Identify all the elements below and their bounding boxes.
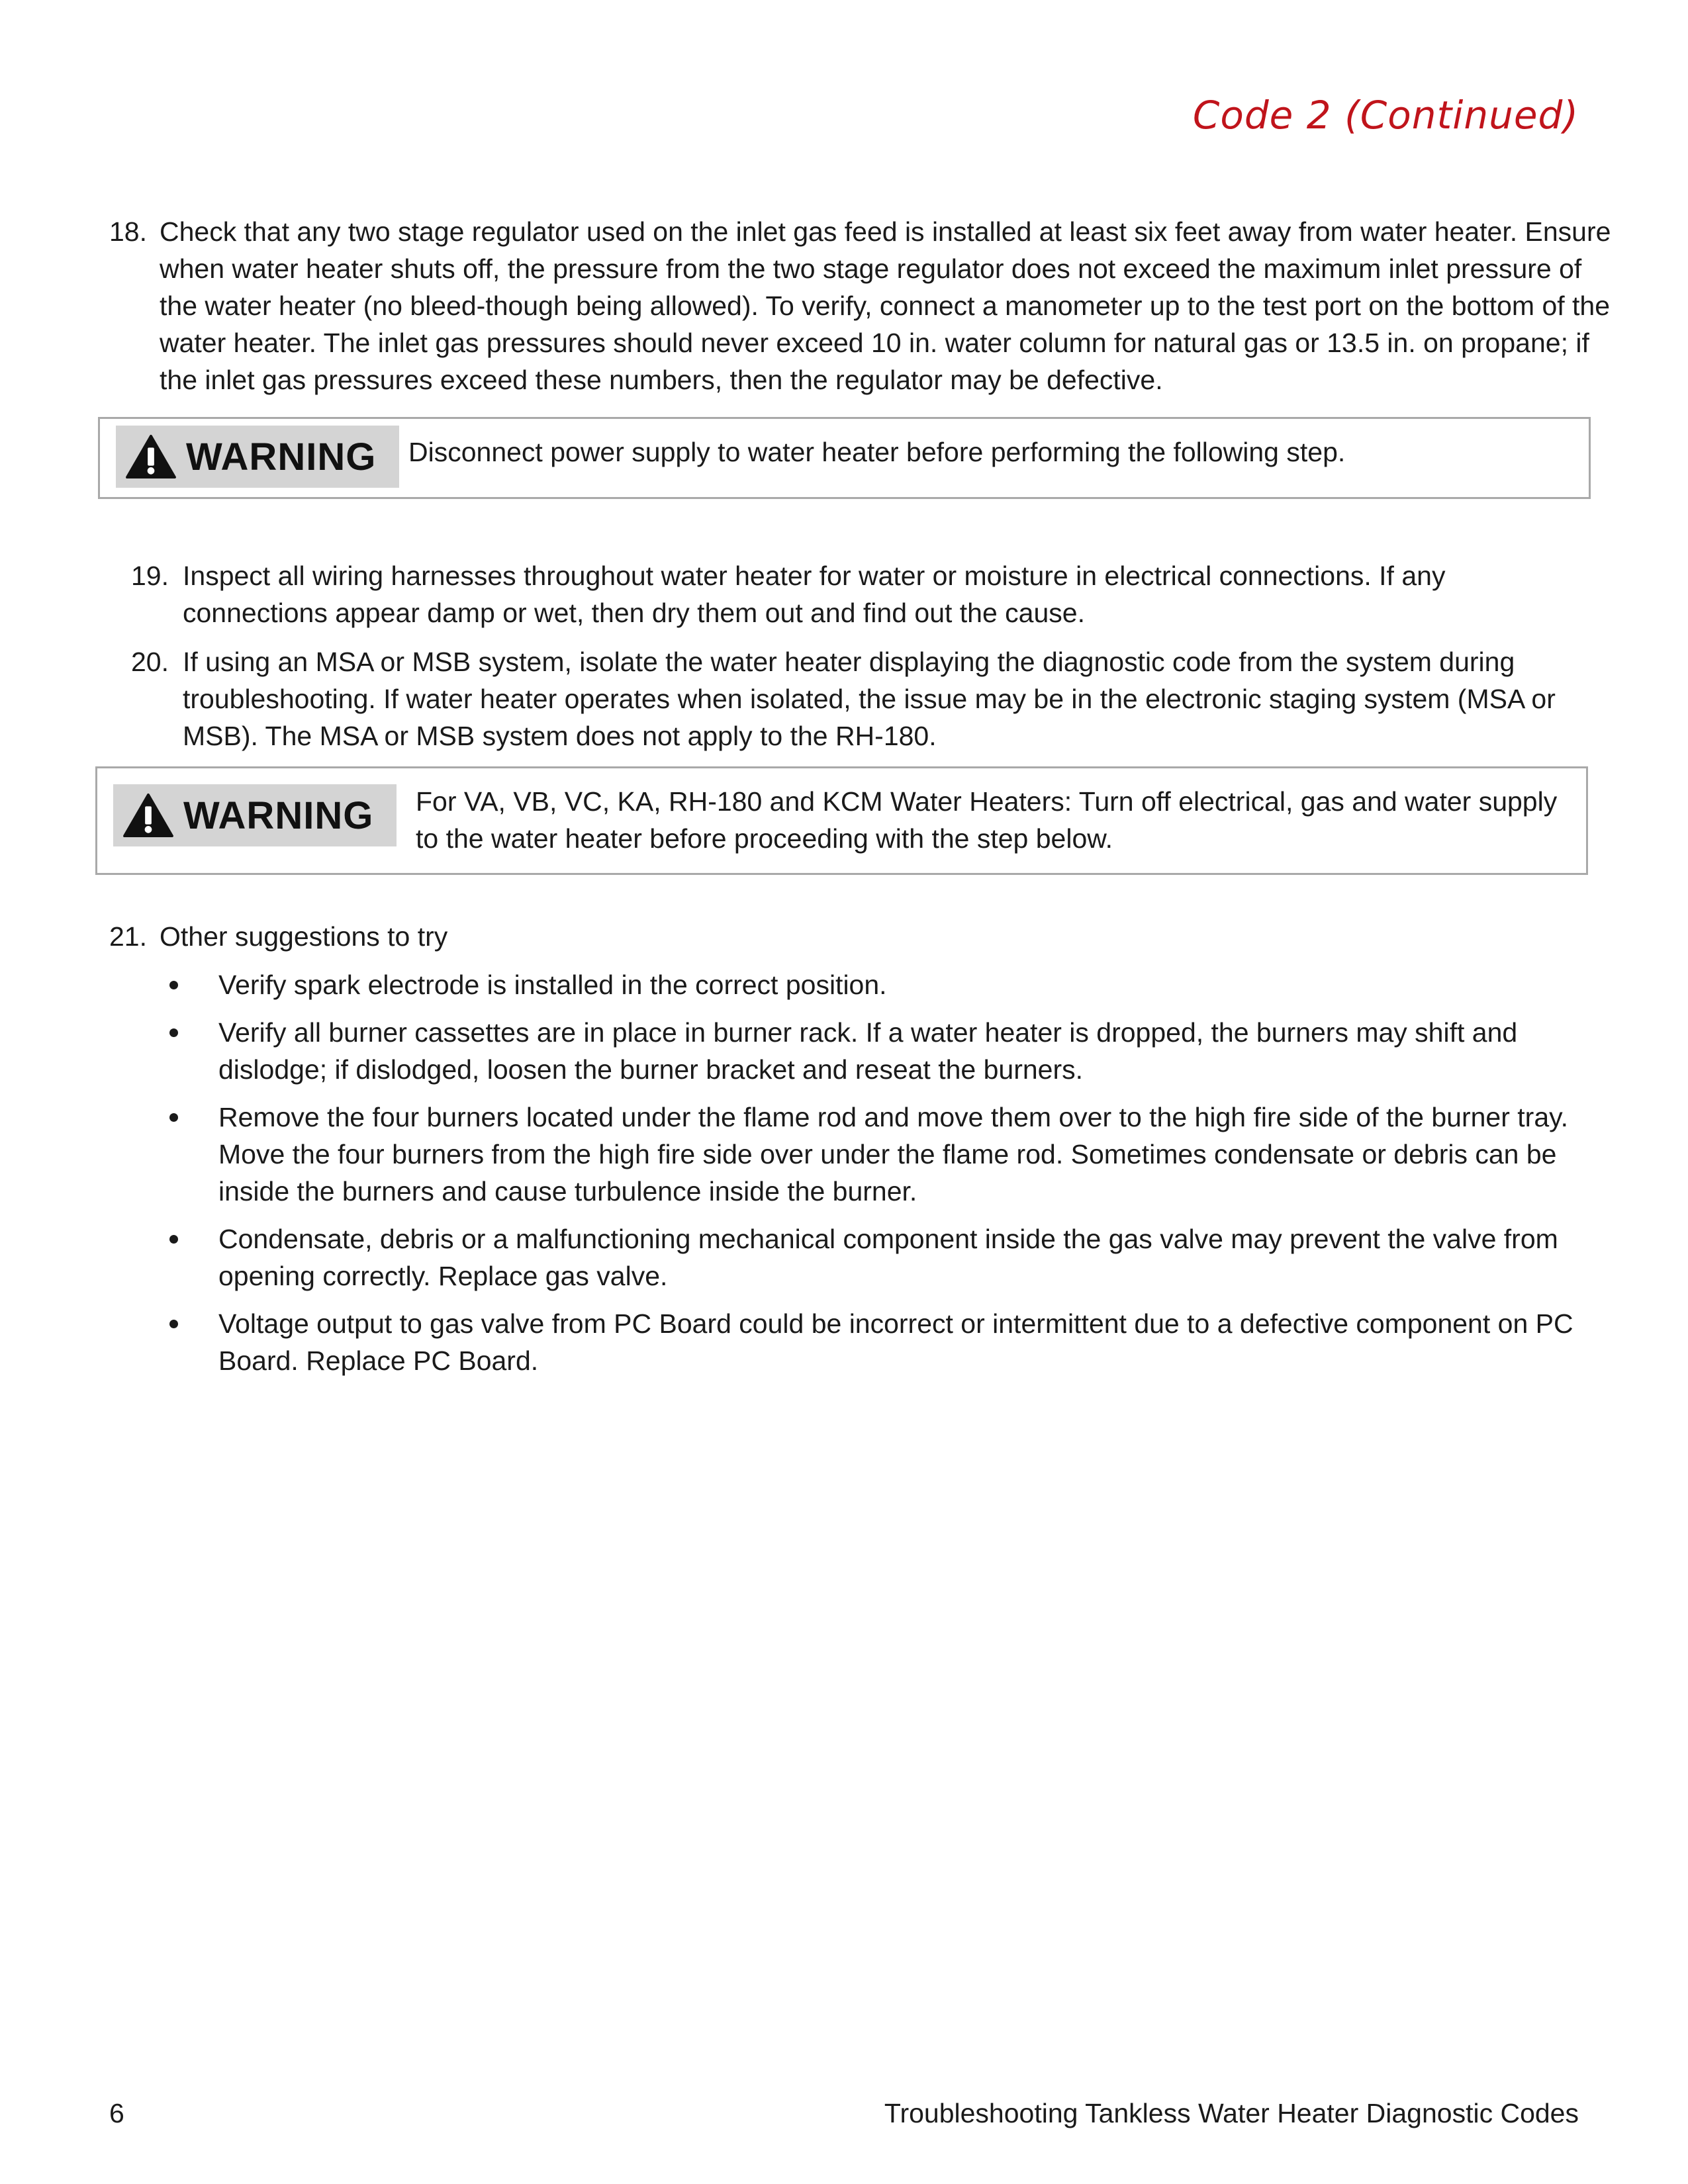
footer-document-title: Troubleshooting Tankless Water Heater Diagnostic Codes bbox=[884, 2098, 1579, 2128]
step-number: 20. bbox=[131, 647, 169, 677]
bullet-icon bbox=[169, 1028, 178, 1037]
list-item bbox=[159, 1220, 1589, 1295]
list-item bbox=[159, 1014, 1589, 1088]
step-number: 18. bbox=[109, 216, 147, 247]
footer-page-number: 6 bbox=[109, 2098, 124, 2128]
warning-text: For VA, VB, VC, KA, RH-180 and KCM Water Heaters: Turn off electrical, gas and water supply to the water heater before proceeding with the step below. bbox=[416, 786, 1558, 854]
step-21 bbox=[109, 918, 1612, 955]
warning-triangle-icon bbox=[125, 433, 177, 480]
step-text: Check that any two stage regulator used on the inlet gas feed is installed at least six feet away from water heater. Ensure when water heater shuts off, the pressure from the two stage regulator does not exceed the maximum inlet pressure of the water heater (no bleed-though being allowed). To verify, connect a manometer up to the test port on the bottom of the water heater. The inlet gas pressures should never exceed 10 in. water column for natural gas or 13.5 in. on propane; if the inlet gas pressures exceed these numbers, then the regulator may be defective. bbox=[160, 216, 1611, 395]
list-item-text: Remove the four burners located under the flame rod and move them over to the high fire side of the burner tray. Move the four burners from the high fire side over under the flame rod. Sometimes condensate or debris can be inside the burners and cause turbulence inside the burner. bbox=[218, 1102, 1568, 1206]
step-text: Other suggestions to try bbox=[160, 921, 448, 952]
warning-word: WARNING bbox=[183, 794, 374, 837]
warning-box-2 bbox=[95, 766, 1588, 875]
page-header-title: Code 2 (Continued) bbox=[1192, 93, 1579, 138]
step-20 bbox=[131, 643, 1594, 754]
warning-label bbox=[116, 426, 399, 488]
bullet-icon bbox=[169, 981, 178, 989]
warning-word: WARNING bbox=[186, 435, 377, 478]
list-item bbox=[159, 1099, 1589, 1210]
step-text: If using an MSA or MSB system, isolate the water heater displaying the diagnostic code from the system during troubleshooting. If water heater operates when isolated, the issue may be in the electronic staging system (MSA or MSB). The MSA or MSB system does not apply to the RH-180. bbox=[183, 647, 1556, 751]
list-item-text: Verify all burner cassettes are in place in burner rack. If a water heater is dropped, the burners may shift and dislodge; if dislodged, loosen the burner bracket and reseat the burners. bbox=[218, 1017, 1518, 1085]
step-18 bbox=[109, 213, 1612, 398]
step-number: 21. bbox=[109, 921, 147, 952]
warning-label bbox=[113, 784, 397, 846]
step-number: 19. bbox=[131, 561, 169, 591]
warning-triangle-icon bbox=[122, 792, 174, 839]
bullet-icon bbox=[169, 1235, 178, 1244]
list-item-text: Voltage output to gas valve from PC Board could be incorrect or intermittent due to a defective component on PC Board. Replace PC Board. bbox=[218, 1308, 1573, 1376]
suggestions-list bbox=[159, 966, 1589, 1390]
warning-text: Disconnect power supply to water heater before performing the following step. bbox=[408, 437, 1346, 467]
list-item-text: Verify spark electrode is installed in the correct position. bbox=[218, 970, 887, 1000]
bullet-icon bbox=[169, 1320, 178, 1328]
step-text: Inspect all wiring harnesses throughout water heater for water or moisture in electrical connections. If any connections appear damp or wet, then dry them out and find out the cause. bbox=[183, 561, 1446, 628]
list-item-text: Condensate, debris or a malfunctioning mechanical component inside the gas valve may prevent the valve from opening correctly. Replace gas valve. bbox=[218, 1224, 1558, 1291]
warning-box-1 bbox=[98, 417, 1591, 499]
bullet-icon bbox=[169, 1113, 178, 1122]
list-item bbox=[159, 1305, 1589, 1379]
list-item bbox=[159, 966, 1589, 1003]
step-19 bbox=[131, 557, 1594, 631]
